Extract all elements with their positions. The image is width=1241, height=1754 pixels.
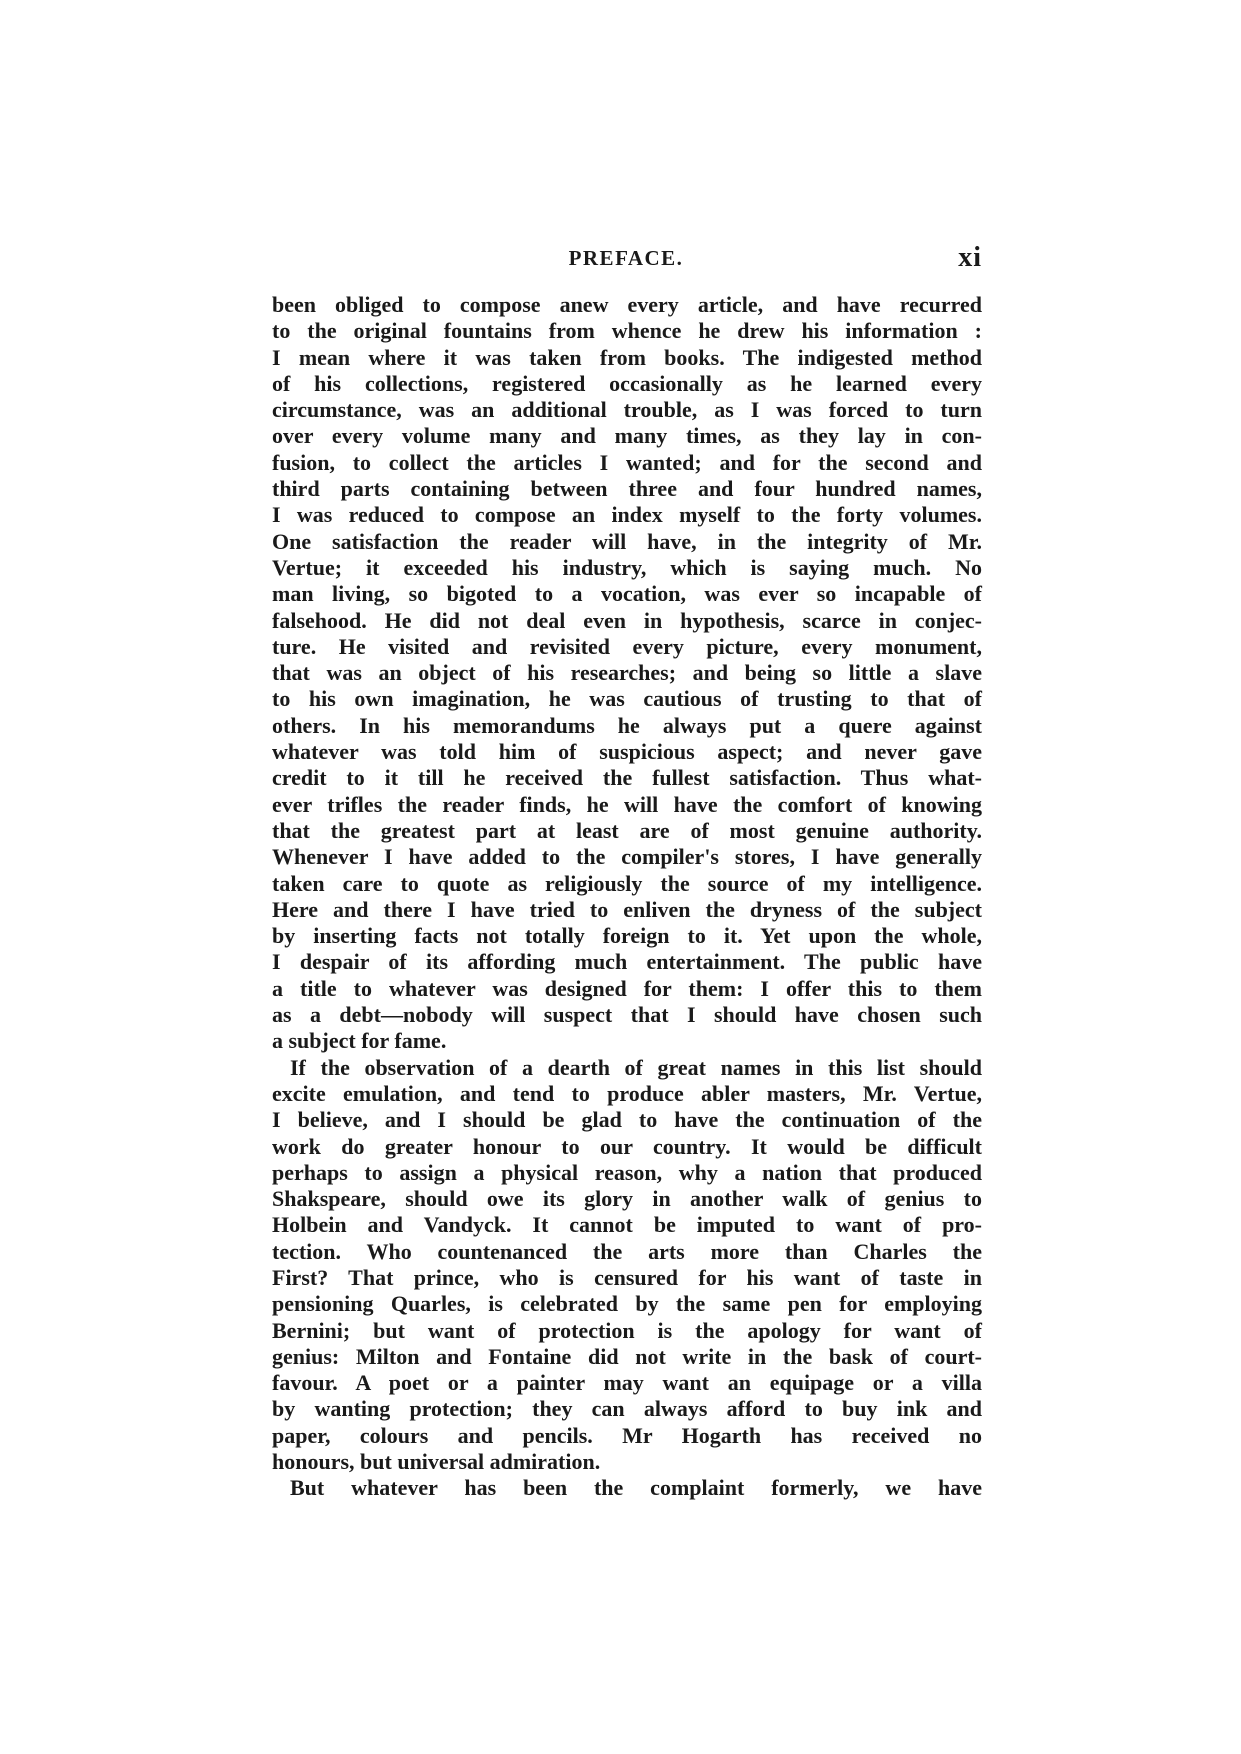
text-line: First? That prince, who is censured for his want of taste in [272,1264,982,1290]
text-line: I believe, and I should be glad to have the continuation of the [272,1107,982,1133]
text-line: perhaps to assign a physical reason, why a nation that produced [272,1159,982,1185]
page-number: xi [958,242,982,273]
text-line: honours, but universal admiration. [272,1449,601,1475]
text-line: ever trifles the reader finds, he will have the comfort of knowing [272,791,982,817]
text-line: over every volume many and many times, as they lay in con- [272,423,982,449]
text-line: by inserting facts not totally foreign to it. Yet upon the whole, [272,923,982,949]
text-line: circumstance, was an additional trouble, as I was forced to turn [272,397,982,423]
text-line: Vertue; it exceeded his industry, which is saying much. No [272,554,982,580]
text-line: I despair of its affording much entertainment. The public have [272,949,982,975]
text-line: favour. A poet or a painter may want an equipage or a villa [272,1370,982,1396]
text-line: to his own imagination, he was cautious of trusting to that of [272,686,982,712]
text-line: Bernini; but want of protection is the apology for want of [272,1317,982,1343]
text-line: to the original fountains from whence he drew his information : [272,318,982,344]
text-line: But whatever has been the complaint formerly, we have [290,1475,982,1501]
header-title: PREFACE. [568,246,684,270]
text-line: I was reduced to compose an index myself to the forty volumes. [272,502,982,528]
text-line: that the greatest part at least are of most genuine authority. [272,817,982,843]
text-line: paper, colours and pencils. Mr Hogarth has received no [272,1422,982,1448]
text-line: ture. He visited and revisited every picture, every monument, [272,633,982,659]
text-line: excite emulation, and tend to produce abler masters, Mr. Vertue, [272,1080,982,1106]
text-line: others. In his memorandums he always put a quere against [272,712,982,738]
text-line: as a debt—nobody will suspect that I should have chosen such [272,1002,982,1028]
text-line: Whenever I have added to the compiler's stores, I have generally [272,844,982,870]
text-line: a title to whatever was designed for them: I offer this to them [272,975,982,1001]
text-line: taken care to quote as religiously the source of my intelligence. [272,870,982,896]
text-line: One satisfaction the reader will have, in the integrity of Mr. [272,528,982,554]
text-line: If the observation of a dearth of great names in this list should [290,1054,982,1080]
text-line: man living, so bigoted to a vocation, was ever so incapable of [272,581,982,607]
text-line: Here and there I have tried to enliven the dryness of the subject [272,896,982,922]
text-line: credit to it till he received the fullest satisfaction. Thus what- [272,765,982,791]
text-line: that was an object of his researches; and being so little a slave [272,660,982,686]
text-line: pensioning Quarles, is celebrated by the same pen for employing [272,1291,982,1317]
text-line: been obliged to compose anew every article, and have recurred [272,292,982,317]
text-line: whatever was told him of suspicious aspect; and never gave [272,739,982,765]
text-line: genius: Milton and Fontaine did not write in the bask of court- [272,1343,982,1369]
text-line: falsehood. He did not deal even in hypothesis, scarce in conjec- [272,607,982,633]
running-header [270,242,982,286]
text-line: fusion, to collect the articles I wanted; and for the second and [272,449,982,475]
text-line: Shakspeare, should owe its glory in another walk of genius to [272,1186,982,1212]
body-text [272,292,982,1502]
text-line: Holbein and Vandyck. It cannot be imputed to want of pro- [272,1212,982,1238]
text-line: tection. Who countenanced the arts more than Charles the [272,1238,982,1264]
text-line: by wanting protection; they can always afford to buy ink and [272,1396,982,1422]
text-line: a subject for fame. [272,1028,447,1054]
text-line: of his collections, registered occasionally as he learned every [272,370,982,396]
text-line: I mean where it was taken from books. The indigested method [272,344,982,370]
text-line: work do greater honour to our country. It would be difficult [272,1133,982,1159]
text-line: third parts containing between three and four hundred names, [272,476,982,502]
